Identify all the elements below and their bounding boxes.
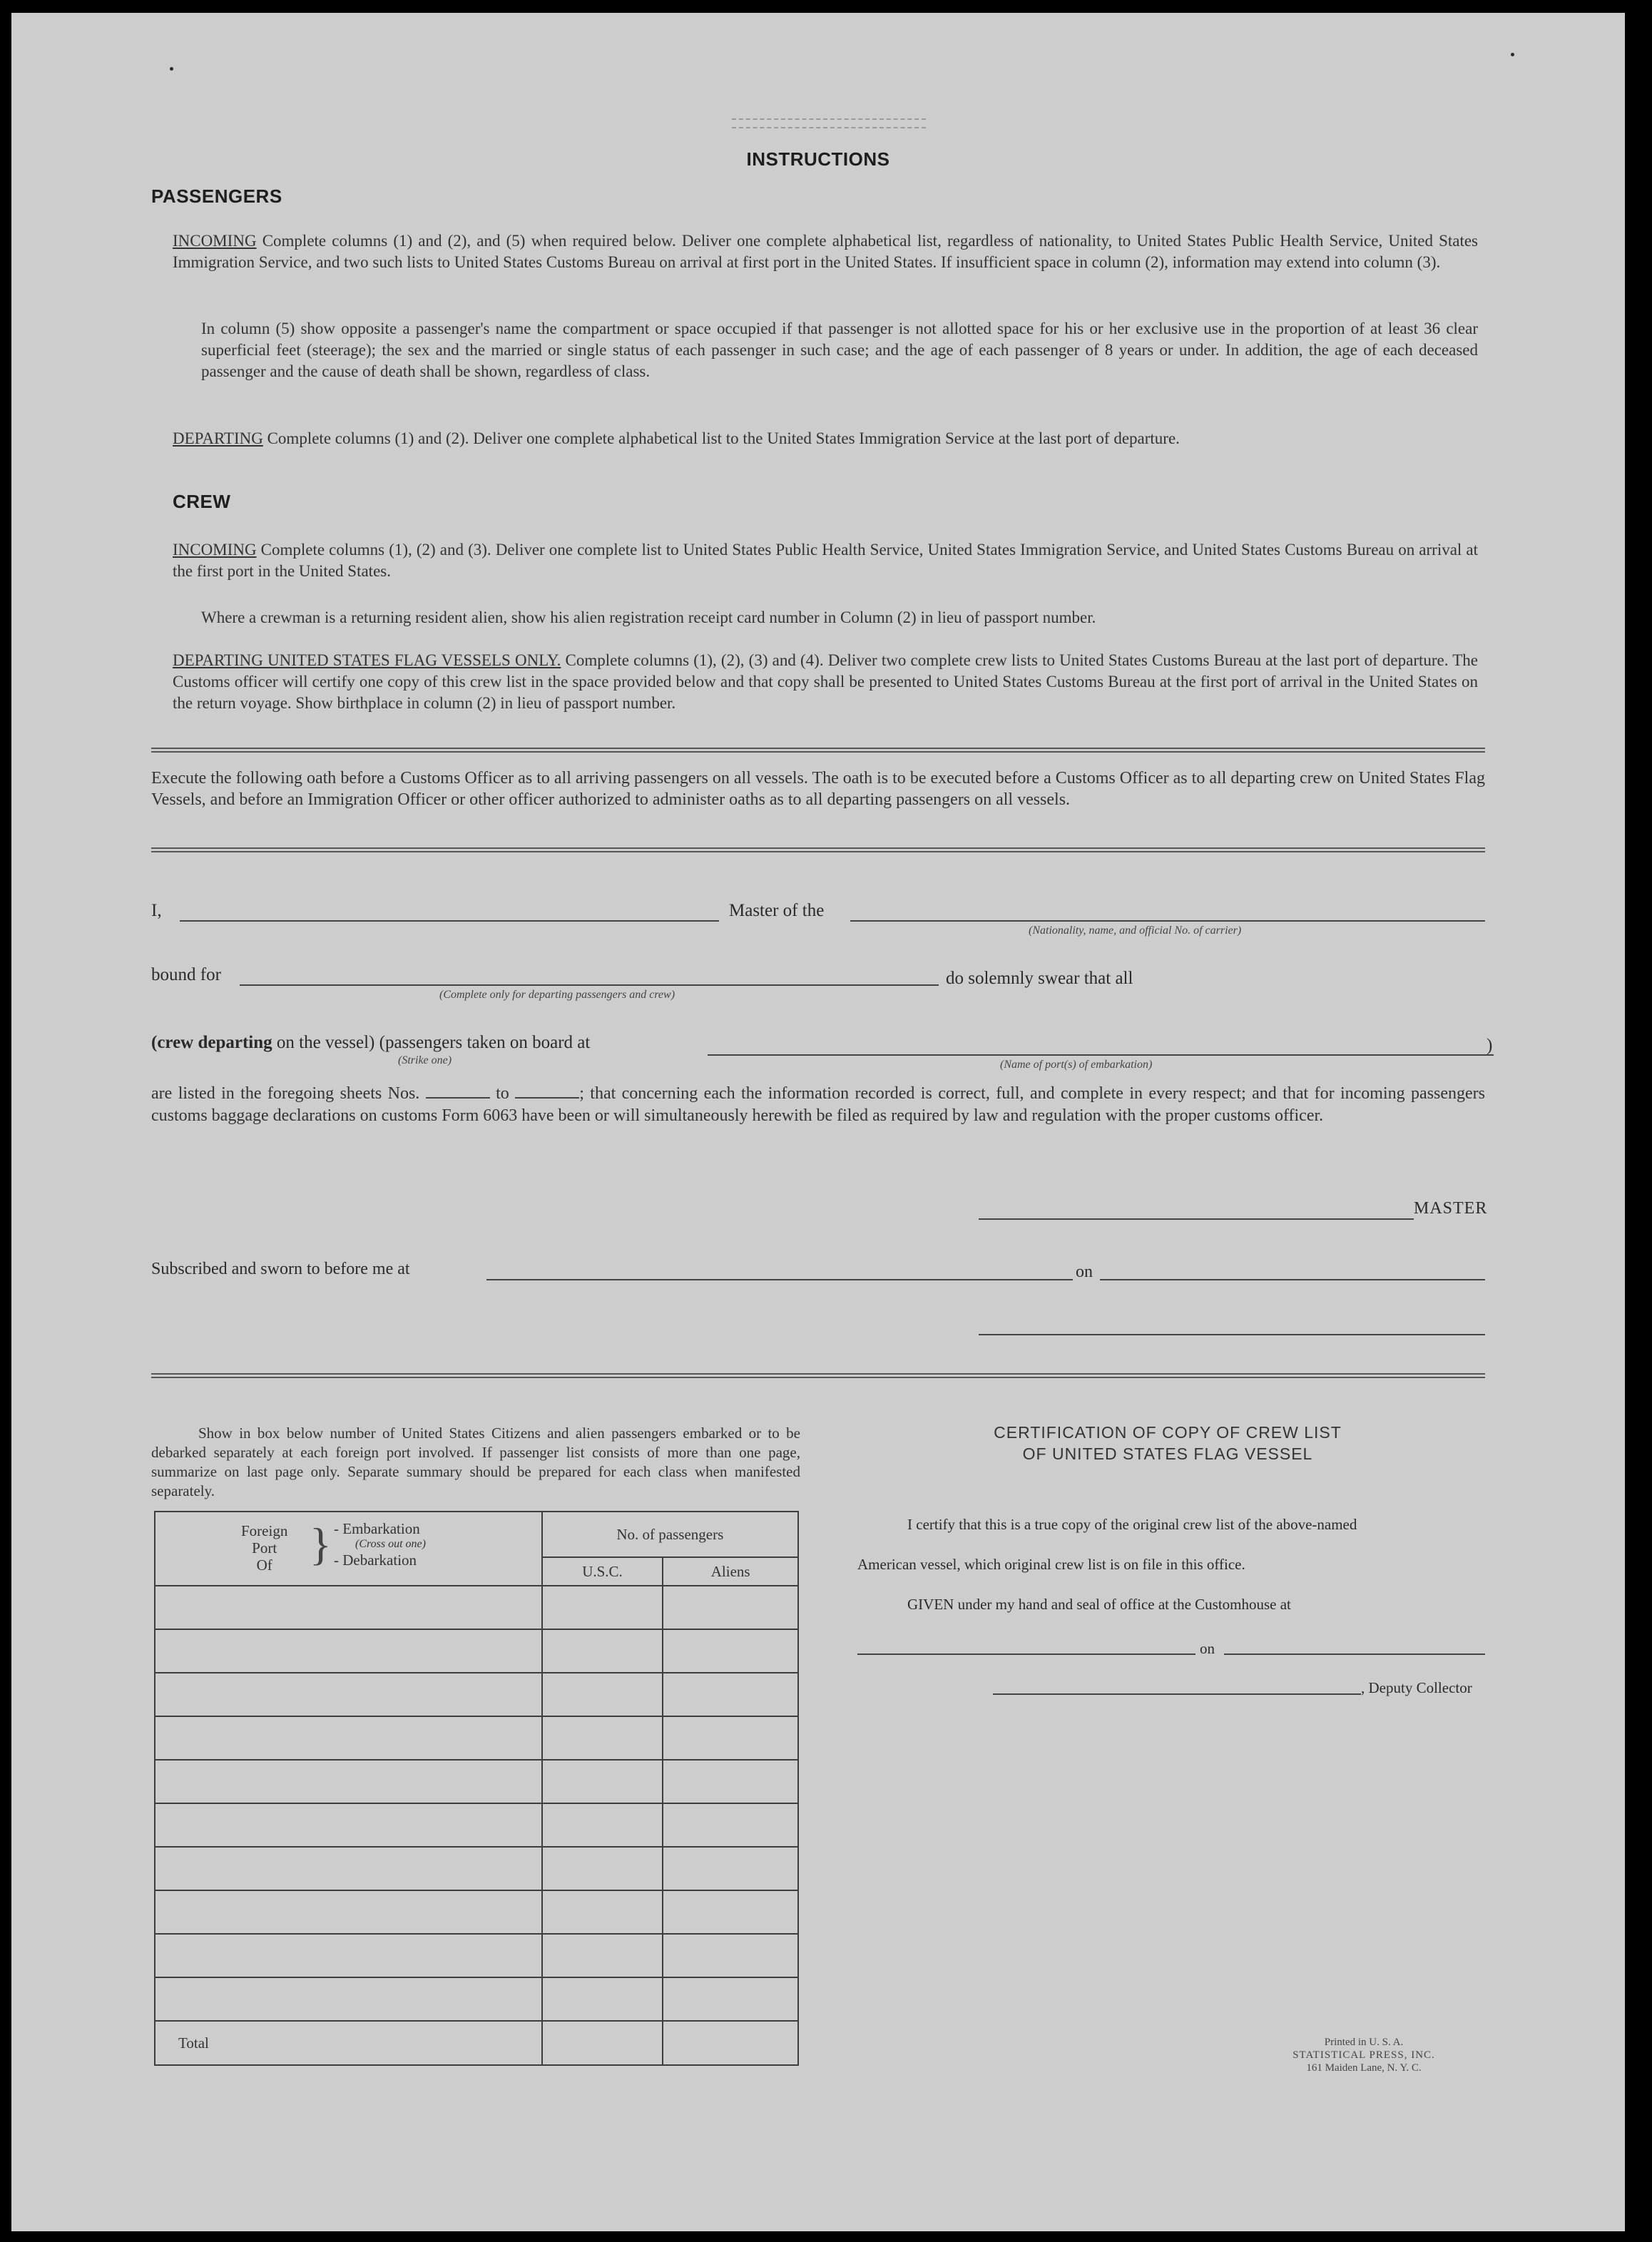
summary-aliens-cell[interactable] [663,1934,798,1977]
summary-port-cell[interactable] [155,1803,542,1847]
summary-usc-cell[interactable] [542,1977,663,2021]
cross-out-caption: (Cross out one) [355,1538,426,1550]
passengers-heading: PASSENGERS [151,185,282,207]
summary-row [155,1934,798,1977]
summary-port-cell[interactable] [155,1760,542,1803]
summary-port-cell[interactable] [155,1934,542,1977]
cert-on-label: on [1200,1640,1215,1657]
foreign-port-text [241,1522,287,1574]
passengers-departing-block [173,428,1478,449]
master-name-field[interactable] [180,920,719,922]
crew-incoming-text: Complete columns (1), (2) and (3). Deliver one complete list to United States Public Health Service, United States Immigration Service, and United States Customs Bureau on arrival at the first port in the United States. [173,541,1478,580]
cert-date-field[interactable] [1224,1654,1485,1655]
summary-row [155,1673,798,1716]
printer-line2: STATISTICAL PRESS, INC. [1292,2049,1435,2061]
no-of-passengers-header: No. of passengers [542,1512,798,1557]
of-label: Of [256,1556,272,1574]
summary-aliens-cell[interactable] [663,1760,798,1803]
crew-heading: CREW [173,491,231,512]
bound-for-field[interactable] [240,984,939,986]
sheet-to-field[interactable] [515,1084,579,1099]
brace-icon: } [310,1519,332,1569]
nationality-caption: (Nationality, name, and official No. of carrier) [1029,924,1242,937]
certification-heading-line1: CERTIFICATION OF COPY OF CREW LIST [994,1423,1342,1442]
passengers-incoming-label: INCOMING [173,232,257,250]
embarkation-ports-field[interactable] [708,1054,1494,1056]
summary-aliens-cell[interactable] [663,1847,798,1890]
summary-port-cell[interactable] [155,1847,542,1890]
summary-port-cell[interactable] [155,1629,542,1673]
total-aliens-cell[interactable] [663,2021,798,2065]
summary-aliens-cell[interactable] [663,1716,798,1760]
bound-for-label: bound for [151,965,221,984]
listed-prefix: are listed in the foregoing sheets Nos. [151,1084,420,1103]
deputy-signature-field[interactable] [993,1693,1361,1695]
printer-imprint [1257,2036,1471,2074]
customhouse-field[interactable] [857,1654,1195,1655]
speck-top-left [170,67,173,71]
ports-caption: (Name of port(s) of embarkation) [1000,1059,1153,1071]
summary-row [155,1977,798,2021]
crew-incoming-label: INCOMING [173,541,257,559]
summary-aliens-cell[interactable] [663,1890,798,1934]
passengers-taken-label: (passengers taken on board at [379,1033,591,1052]
summary-usc-cell[interactable] [542,1629,663,1673]
passenger-summary-table [154,1511,799,2066]
instructions-title: INSTRUCTIONS [746,148,890,170]
certify-line2: American vessel, which original crew list is on file in this office. [857,1556,1245,1573]
passengers-column5-text: In column (5) show opposite a passenger's name the compartment or space occupied if that passenger is not allotted space for his or her exclusive use in the proportion of at least 36 clear superficial feet (steerage); the sex and the married or single status of each passenger in such case; and the age of each passenger of 8 years or under. In addition, the age of each deceased passenger and the cause of death shall be shown, regardless of class. [201,320,1478,380]
speck-top-right [1511,53,1514,56]
swear-label: do solemnly swear that all [946,969,1133,988]
embarkation-label[interactable]: - Embarkation [334,1520,420,1537]
certification-heading [850,1422,1485,1464]
summary-port-cell[interactable] [155,1977,542,2021]
complete-only-caption: (Complete only for departing passengers and crew) [439,989,675,1001]
printer-line1: Printed in U. S. A. [1324,2037,1404,2048]
to-label: to [496,1084,509,1103]
passengers-incoming-block [173,230,1478,273]
summary-usc-cell[interactable] [542,1934,663,1977]
listed-suffix: ; that concerning each the information recorded is correct, full, and complete in every respect; and that for incoming passengers customs baggage declarations on customs Form 6063 have been or will simultaneously herewith be filed as required by law and regulation with the proper customs officer. [151,1084,1486,1125]
total-label: Total [155,2021,542,2065]
usc-header: U.S.C. [542,1557,663,1586]
summary-aliens-cell[interactable] [663,1673,798,1716]
summary-row [155,1847,798,1890]
summary-row [155,1586,798,1629]
subscribed-on-label: on [1076,1263,1093,1281]
crew-departing-text: Complete columns (1), (2), (3) and (4). Deliver two complete crew lists to United States Customs Bureau at the last port of departure. The Customs officer will certify one copy of this crew list in the space provided below and that copy shall be presented to United States Customs Bureau at the first port of arrival in the United States on the return voyage. Show birthplace in column (2) in lieu of passport number. [173,651,1479,712]
faint-rule-top-2 [732,127,926,128]
summary-port-cell[interactable] [155,1586,542,1629]
oath-i-label: I, [151,901,162,920]
summary-aliens-cell[interactable] [663,1629,798,1673]
port-label: Port [252,1539,277,1556]
summary-port-cell[interactable] [155,1890,542,1934]
certify-line1: I certify that this is a true copy of the original crew list of the above-named [907,1516,1357,1533]
printer-line3: 161 Maiden Lane, N. Y. C. [1306,2062,1422,2074]
summary-usc-cell[interactable] [542,1890,663,1934]
summary-usc-cell[interactable] [542,1716,663,1760]
given-line: GIVEN under my hand and seal of office at the Customhouse at [907,1596,1291,1613]
summary-row [155,1716,798,1760]
summary-row [155,1760,798,1803]
summary-usc-cell[interactable] [542,1586,663,1629]
summary-usc-cell[interactable] [542,1760,663,1803]
aliens-header: Aliens [663,1557,798,1586]
summary-port-cell[interactable] [155,1716,542,1760]
crew-departing-label [151,1033,590,1053]
subscribed-place-field[interactable] [486,1279,1073,1280]
listed-paragraph [151,1083,1485,1127]
subscribed-date-field[interactable] [1100,1279,1485,1280]
passengers-incoming-text: Complete columns (1) and (2), and (5) when required below. Deliver one complete alphabetical list, regardless of nationality, to United States Public Health Service, United States Immigration Service, and two such lists to United States Customs Bureau on arrival at first port in the United States. If insufficient space in column (2), information may extend into column (3). [173,232,1479,271]
master-of-label: Master of the [729,901,825,920]
debarkation-label[interactable]: - Debarkation [334,1551,417,1569]
passengers-departing-label: DEPARTING [173,429,263,447]
faint-rule-top [732,118,926,120]
embark-debark-text [334,1521,426,1568]
crew-departing-block [173,650,1478,714]
certification-heading-line2: OF UNITED STATES FLAG VESSEL [1022,1444,1313,1463]
strike-one-caption: (Strike one) [398,1054,452,1066]
divider-after-instructions [151,748,1485,753]
crew-departing-bold: (crew departing [151,1033,272,1052]
summary-aliens-cell[interactable] [663,1977,798,2021]
oath-intro: Execute the following oath before a Customs Officer as to all arriving passengers on all vessels. The oath is to be executed before a Customs Officer as to all departing crew on United States Flag Vessels, and before an Immigration Officer or other officer authorized to administer oaths as to all departing passengers on all vessels. [151,769,1485,809]
summary-usc-cell[interactable] [542,1847,663,1890]
passengers-departing-text: Complete columns (1) and (2). Deliver one complete alphabetical list to the United States Immigration Service at the last port of departure. [267,429,1180,447]
officer-signature-field[interactable] [979,1334,1485,1335]
master-signature-field[interactable] [979,1218,1414,1220]
foreign-port-header [155,1512,542,1586]
subscribed-label: Subscribed and sworn to before me at [151,1260,410,1278]
summary-port-cell[interactable] [155,1673,542,1716]
summary-aliens-cell[interactable] [663,1586,798,1629]
crew-incoming-block [173,539,1478,582]
divider-before-oath [151,847,1485,852]
carrier-field[interactable] [850,920,1485,922]
crew-resident-text: Where a crewman is a returning resident alien, show his alien registration receipt card number in Column (2) in lieu of passport number. [201,608,1096,626]
on-the-vessel-label: on the vessel) [276,1033,375,1052]
sheet-from-field[interactable] [426,1084,490,1099]
summary-aliens-cell[interactable] [663,1803,798,1847]
summary-usc-cell[interactable] [542,1803,663,1847]
summary-row [155,1890,798,1934]
summary-instructions: Show in box below number of United States Citizens and alien passengers embarked or to be debarked separately at each foreign port involved. If passenger list consists of more than one page, summarize on last page only. Separate summary should be prepared for each class when manifested separately. [151,1425,800,1499]
crew-departing-label: DEPARTING UNITED STATES FLAG VESSELS ONLY. [173,651,561,669]
form-sheet [11,13,1625,2231]
summary-row [155,1803,798,1847]
summary-usc-cell[interactable] [542,1673,663,1716]
divider-before-summary [151,1373,1485,1378]
master-label: MASTER [1414,1199,1488,1218]
deputy-collector-label: , Deputy Collector [1361,1679,1472,1696]
total-usc-cell[interactable] [542,2021,663,2065]
close-paren: ) [1487,1036,1493,1055]
summary-row [155,1629,798,1673]
foreign-label: Foreign [241,1522,288,1539]
